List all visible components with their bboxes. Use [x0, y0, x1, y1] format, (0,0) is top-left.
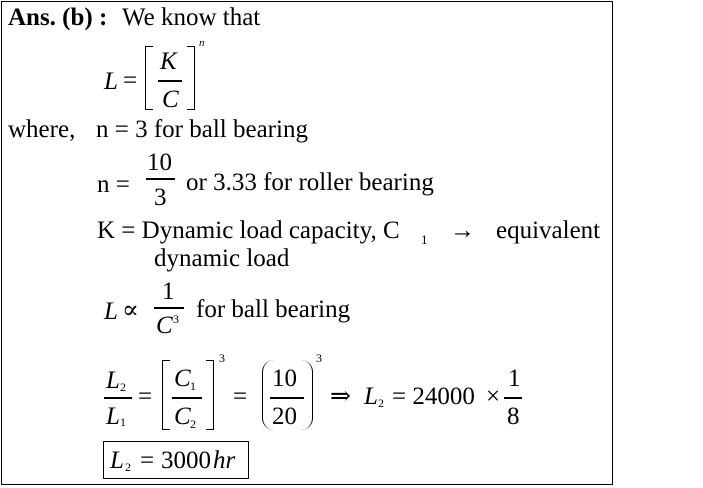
k-arrow: → — [450, 217, 475, 244]
where-prefix: where, — [8, 116, 76, 143]
n-bar — [146, 178, 175, 180]
prop-sym: ∝ — [122, 297, 139, 324]
ratio-c1-sub: 1 — [190, 379, 196, 393]
n-text: or 3.33 for roller bearing — [186, 169, 434, 196]
ratio-eq2: = — [233, 383, 248, 410]
ratio-l-bar — [104, 397, 132, 399]
ratio-l2: L — [106, 367, 120, 394]
k-text: K = Dynamic load capacity, C — [97, 217, 400, 244]
ratio-c2-sub: 2 — [190, 417, 196, 431]
formula1-bracket-right — [187, 46, 195, 110]
prop-text: for ball bearing — [196, 296, 351, 323]
ratio-l1: L — [106, 403, 120, 430]
k-rest: equivalent — [496, 217, 601, 244]
ratio-bracket-left — [162, 360, 170, 430]
where-text: n = 3 for ball bearing — [96, 116, 308, 143]
ratio-result-sub: 2 — [378, 396, 384, 410]
ratio-frac-den: 8 — [507, 403, 520, 430]
prop-den: C — [156, 312, 173, 339]
result-value: 3000 — [161, 447, 211, 474]
n-lhs: n = — [97, 171, 130, 198]
k-sub: 1 — [421, 232, 428, 247]
ratio-exp2: 3 — [316, 351, 322, 365]
formula1-exp: n — [199, 37, 205, 49]
ratio-num10: 10 — [272, 365, 297, 392]
formula1-eq: = — [123, 67, 138, 94]
ratio-result-lhs: L — [364, 383, 378, 410]
ratio-frac2-bar — [504, 397, 522, 399]
ratio-bracket-right — [206, 360, 214, 430]
ratio-frac-bar — [270, 397, 304, 399]
formula1-den: C — [162, 86, 179, 113]
ratio-c2: C — [174, 403, 191, 430]
formula1-lhs: L — [104, 68, 118, 95]
prop-bar — [154, 307, 184, 309]
ratio-exp1: 3 — [219, 351, 225, 365]
ratio-c1: C — [174, 365, 191, 392]
ratio-den20: 20 — [272, 403, 297, 430]
ratio-frac-num: 1 — [508, 365, 521, 392]
intro-text: We know that — [122, 4, 261, 31]
prop-lhs: L — [104, 298, 118, 325]
result-eq: = — [140, 447, 155, 474]
ratio-paren-right — [301, 360, 313, 430]
ratio-l1-sub: 1 — [120, 415, 126, 429]
n-den: 3 — [154, 184, 167, 211]
ratio-eq1: = — [138, 383, 153, 410]
formula1-bar — [158, 80, 182, 82]
n-num: 10 — [147, 149, 172, 176]
formula1-num: K — [160, 48, 177, 75]
ratio-l2-sub: 2 — [120, 380, 126, 394]
ratio-times: × — [486, 383, 501, 410]
prop-den-exp: 3 — [173, 312, 179, 326]
result-unit: hr — [213, 447, 236, 474]
formula1-bracket-left — [145, 46, 153, 110]
answer-label: Ans. (b) : — [8, 4, 108, 31]
k-cont: dynamic load — [154, 245, 290, 272]
ratio-implies: ⇒ — [330, 383, 351, 410]
result-sub: 2 — [125, 460, 131, 474]
prop-num: 1 — [162, 278, 175, 305]
ratio-value: = 24000 — [392, 383, 475, 410]
result-lhs: L — [110, 447, 124, 474]
ratio-c-bar — [172, 397, 202, 399]
